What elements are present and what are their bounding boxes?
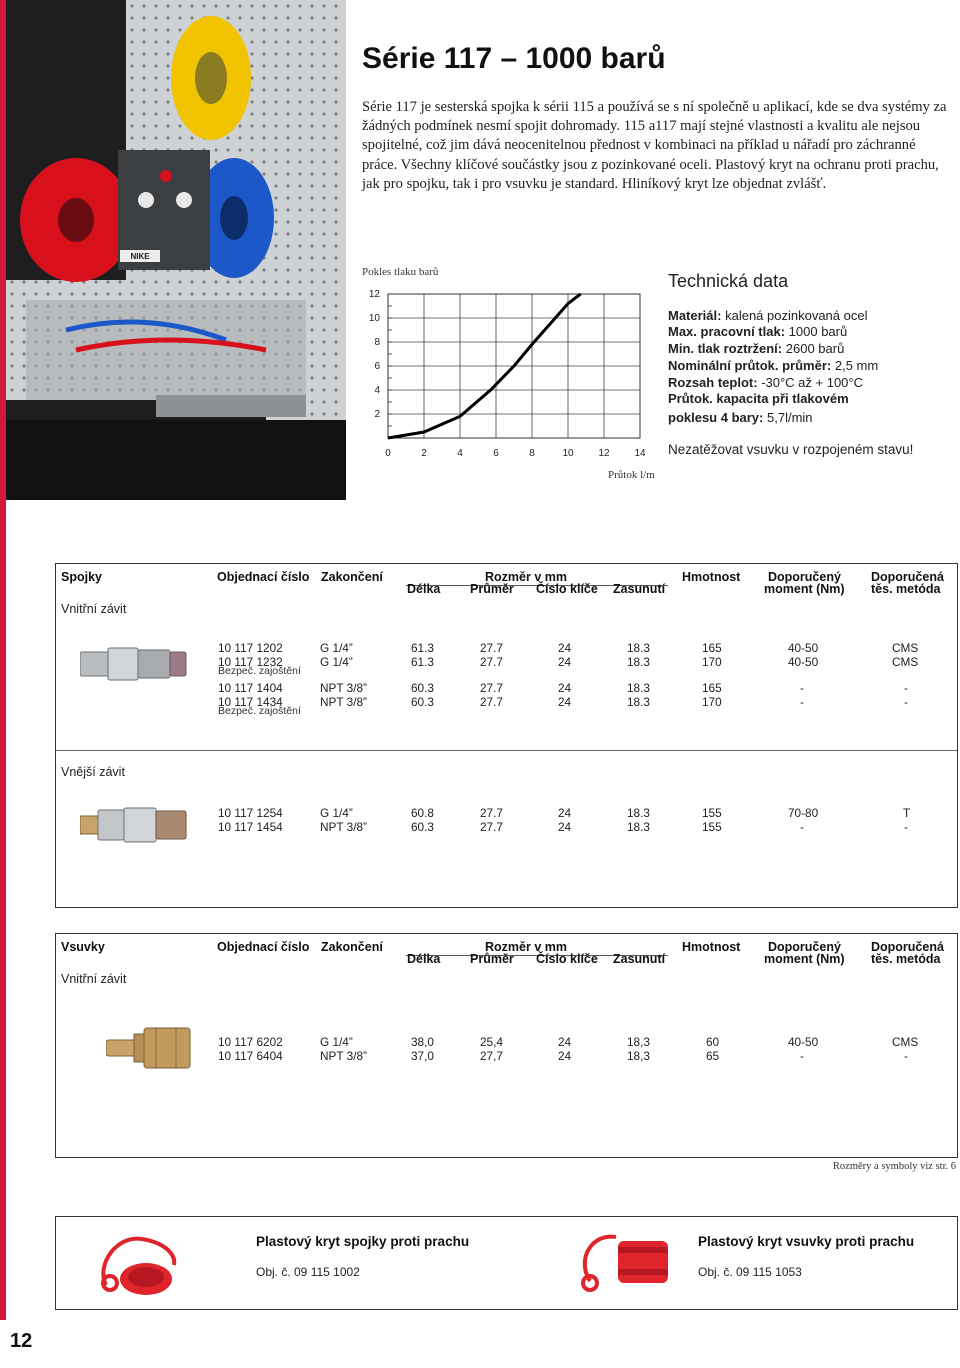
col-header-moment-2: moment (Nm): [764, 952, 845, 966]
cell-weight: 170: [702, 655, 722, 669]
cell-insert: 18.3: [627, 655, 650, 669]
coupling-cover-image: [96, 1225, 188, 1303]
cell-diameter: 27,7: [480, 1049, 503, 1063]
tech-line-flow-capacity: Průtok. kapacita při tlakovém: [668, 391, 849, 406]
cell-key: 24: [558, 820, 572, 834]
col-header-zakonceni: Zakončení: [321, 570, 383, 584]
cell-key: 24: [558, 655, 572, 669]
cell-key: 24: [558, 695, 572, 709]
tech-line-material: Materiál: kalená pozinkovaná ocel: [668, 308, 868, 323]
cell-method: -: [904, 1049, 908, 1063]
nipple-image: [106, 1026, 192, 1070]
col-header-prumer: Průměr: [470, 582, 514, 596]
cell-thread: NPT 3/8”: [320, 695, 367, 709]
cell-weight: 165: [702, 641, 722, 655]
section-label-vnitrni-zavit: Vnitřní závit: [61, 972, 127, 986]
chart-x-tick-label: 14: [634, 448, 646, 459]
cell-method: -: [904, 681, 908, 695]
cell-weight: 165: [702, 681, 722, 695]
cell-insert: 18,3: [627, 1049, 650, 1063]
cell-thread: NPT 3/8”: [320, 1049, 367, 1063]
col-header-zasunuti: Zasunutí: [613, 952, 666, 966]
cell-method: CMS: [892, 1035, 919, 1049]
nipple-cover-image: [576, 1225, 676, 1303]
nipple-cover-code: Obj. č. 09 115 1053: [698, 1265, 802, 1279]
cell-diameter: 25,4: [480, 1035, 503, 1049]
cell-length: 60.3: [411, 695, 434, 709]
chart-x-tick-label: 0: [385, 448, 391, 459]
chart-y-tick-label: 2: [374, 409, 380, 420]
pressure-drop-chart: [358, 282, 648, 464]
cell-insert: 18.3: [627, 641, 650, 655]
cell-diameter: 27.7: [480, 655, 503, 669]
cell-key: 24: [558, 806, 572, 820]
cell-torque: 40-50: [788, 1035, 819, 1049]
tech-line-max-pressure: Max. pracovní tlak: 1000 barů: [668, 324, 848, 339]
cell-diameter: 27.7: [480, 820, 503, 834]
col-header-klic: Číslo klíče: [536, 952, 598, 966]
cell-thread: G 1/4”: [320, 655, 353, 669]
chart-x-tick-label: 12: [598, 448, 610, 459]
cell-code: 10 117 1454: [218, 820, 283, 834]
chart-x-tick-label: 2: [421, 448, 427, 459]
cell-diameter: 27.7: [480, 641, 503, 655]
cell-length: 61.3: [411, 641, 434, 655]
cell-code: 10 117 1404: [218, 681, 283, 695]
col-header-zasunuti: Zasunutí: [613, 582, 666, 596]
cell-code: 10 117 1232: [218, 655, 283, 669]
col-header-delka: Délka: [407, 582, 441, 596]
cell-insert: 18,3: [627, 1035, 650, 1049]
cell-weight: 60: [706, 1035, 720, 1049]
cell-length: 60.8: [411, 806, 434, 820]
chart-x-title: Průtok l/m: [608, 469, 655, 481]
coupling-female-image: [80, 644, 188, 684]
cell-torque: -: [800, 820, 804, 834]
col-header-delka: Délka: [407, 952, 441, 966]
page-title: Série 117 – 1000 barů: [362, 42, 666, 75]
cell-diameter: 27.7: [480, 681, 503, 695]
cell-diameter: 27.7: [480, 695, 503, 709]
cell-code: 10 117 6404: [218, 1049, 283, 1063]
section-label-vnitrni-zavit: Vnitřní závit: [61, 602, 127, 616]
page-number: 12: [10, 1330, 33, 1352]
cell-key: 24: [558, 1049, 572, 1063]
col-header-metoda-2: těs. metóda: [871, 582, 941, 596]
cell-diameter: 27.7: [480, 806, 503, 820]
col-header-zakonceni: Zakončení: [321, 940, 383, 954]
col-header-rozmer: Rozměr v mm: [485, 570, 567, 584]
cell-thread: G 1/4”: [320, 641, 353, 655]
col-header-moment-2: moment (Nm): [764, 582, 845, 596]
cell-method: T: [903, 806, 911, 820]
chart-y-tick-label: 12: [368, 289, 380, 300]
cell-key: 24: [558, 681, 572, 695]
coupling-cover-code: Obj. č. 09 115 1002: [256, 1265, 360, 1279]
tech-line-nominal-diameter: Nominální průtok. průměr: 2,5 mm: [668, 358, 879, 373]
cell-insert: 18.3: [627, 695, 650, 709]
col-header-klic: Číslo klíče: [536, 582, 598, 596]
cell-length: 60.3: [411, 681, 434, 695]
table-title-vsuvky: Vsuvky: [61, 940, 105, 954]
chart-x-tick-label: 6: [493, 448, 499, 459]
chart-y-tick-label: 8: [374, 337, 380, 348]
chart-x-tick-label: 10: [562, 448, 574, 459]
cell-method: CMS: [892, 641, 919, 655]
cell-torque: -: [800, 681, 804, 695]
tech-line-temperature: Rozsah teplot: -30°C až + 100°C: [668, 375, 863, 390]
coupling-cover-title: Plastový kryt spojky proti prachu: [256, 1234, 470, 1249]
section-label-vnejsi-zavit: Vnější závit: [61, 765, 125, 779]
dust-cover-box: [55, 1216, 958, 1310]
cell-key: 24: [558, 641, 572, 655]
cell-method: CMS: [892, 655, 919, 669]
coupling-male-image: [80, 804, 188, 846]
cell-code: 10 117 1202: [218, 641, 283, 655]
col-header-prumer: Průměr: [470, 952, 514, 966]
col-header-objednaci: Objednací číslo: [217, 570, 310, 584]
col-header-moment-1: Doporučený: [768, 570, 841, 584]
chart-y-tick-label: 4: [374, 385, 380, 396]
chart-y-ticks: [369, 289, 381, 420]
intro-paragraph: Série 117 je sesterská spojka k sérii 115 a používá se s ní společně u aplikací, kde se dva systémy za žádných podmínek nesmí spojit dohromady. 115 a117 mají stejné vlastnosti a kvalitu ale nejsou spojitelné, což jim dává neocenitelnou přednost v kombinaci na příklad u nářadí pro záchranné práce. Všechny klíčové součástky jsou z pozinkované oceli. Plastový kryt na ochranu proti prachu, jak pro spojku, tak i pro vsuvku je standard. Hliníkový kryt lze objednat zvlášť.: [362, 99, 947, 192]
cell-weight: 170: [702, 695, 722, 709]
chart-y-tick-label: 6: [374, 361, 380, 372]
tech-line-burst-pressure: Min. tlak roztržení: 2600 barů: [668, 341, 845, 356]
cell-thread: NPT 3/8”: [320, 681, 367, 695]
col-header-moment-1: Doporučený: [768, 940, 841, 954]
cell-thread: NPT 3/8”: [320, 820, 367, 834]
cell-method: -: [904, 695, 908, 709]
cell-weight: 155: [702, 820, 722, 834]
chart-y-title: Pokles tlaku barů: [362, 266, 439, 278]
cell-note: Bezpeč. zajoštění: [218, 705, 301, 717]
cell-weight: 155: [702, 806, 722, 820]
brand-text: NIKE: [130, 252, 150, 261]
col-header-objednaci: Objednací číslo: [217, 940, 310, 954]
col-header-rozmer: Rozměr v mm: [485, 940, 567, 954]
footnote: Rozměry a symboly viz str. 6: [832, 1161, 956, 1172]
cell-torque: 40-50: [788, 655, 819, 669]
vsuvky-table: [55, 933, 958, 1158]
chart-y-tick-label: 10: [368, 313, 380, 324]
col-header-metoda-2: těs. metóda: [871, 952, 941, 966]
col-header-metoda-1: Doporučená: [871, 570, 944, 584]
cell-code: 10 117 1254: [218, 806, 283, 820]
section-separator: [56, 750, 957, 751]
cell-torque: 70-80: [788, 806, 819, 820]
chart-x-ticks: [385, 448, 646, 459]
cell-torque: -: [800, 1049, 804, 1063]
cell-length: 60.3: [411, 820, 434, 834]
cell-thread: G 1/4”: [320, 806, 353, 820]
chart-x-tick-label: 8: [529, 448, 535, 459]
cell-torque: -: [800, 695, 804, 709]
tech-data-title: Technická data: [668, 271, 789, 291]
cell-insert: 18.3: [627, 681, 650, 695]
col-header-hmotnost: Hmotnost: [682, 570, 741, 584]
cell-insert: 18.3: [627, 806, 650, 820]
cell-code: 10 117 6202: [218, 1035, 283, 1049]
cell-length: 61.3: [411, 655, 434, 669]
cell-method: -: [904, 820, 908, 834]
nipple-cover-title: Plastový kryt vsuvky proti prachu: [698, 1234, 915, 1249]
cell-torque: 40-50: [788, 641, 819, 655]
product-photo: [6, 0, 346, 500]
warning-text: Nezatěžovat vsuvku v rozpojeném stavu!: [668, 442, 914, 457]
cell-insert: 18.3: [627, 820, 650, 834]
cell-thread: G 1/4”: [320, 1035, 353, 1049]
chart-x-tick-label: 4: [457, 448, 463, 459]
cell-length: 38,0: [411, 1035, 434, 1049]
col-header-metoda-1: Doporučená: [871, 940, 944, 954]
cell-length: 37,0: [411, 1049, 434, 1063]
cell-code: 10 117 1434: [218, 695, 283, 709]
col-header-hmotnost: Hmotnost: [682, 940, 741, 954]
cell-weight: 65: [706, 1049, 720, 1063]
table-title-spojky: Spojky: [61, 570, 102, 584]
cell-key: 24: [558, 1035, 572, 1049]
cell-note: Bezpeč. zajoštění: [218, 665, 301, 677]
spojky-table: [55, 563, 958, 908]
tech-line-flow-capacity-value: poklesu 4 bary: 5,7l/min: [668, 410, 813, 425]
workshop-photo-illustration: [6, 0, 346, 500]
